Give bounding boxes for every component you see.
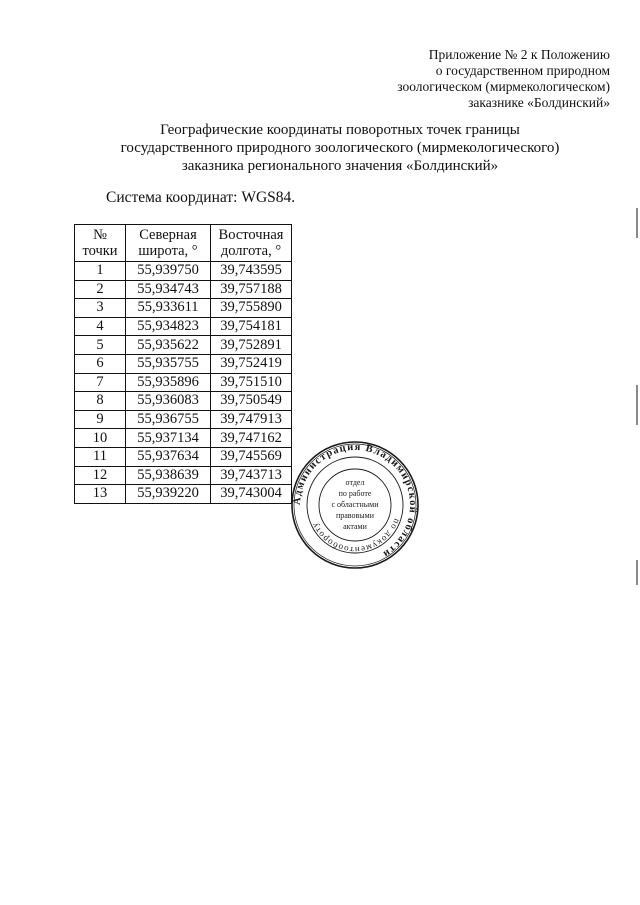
cell-point-number: 6 [75, 354, 126, 373]
cell-longitude: 39,743004 [211, 485, 292, 504]
table-row [75, 262, 292, 281]
table-row [75, 466, 292, 485]
stamp-middle-textpath: по документообороту [308, 517, 403, 556]
table-row [75, 299, 292, 318]
cell-latitude: 55,936755 [126, 410, 211, 429]
table-body [75, 262, 292, 504]
cell-latitude: 55,937634 [126, 447, 211, 466]
cell-point-number: 12 [75, 466, 126, 485]
cell-longitude: 39,751510 [211, 373, 292, 392]
cell-latitude: 55,939750 [126, 262, 211, 281]
cell-longitude: 39,745569 [211, 447, 292, 466]
table-row [75, 392, 292, 411]
cell-longitude: 39,757188 [211, 280, 292, 299]
stamp-center-line: по работе [338, 489, 372, 498]
header-latitude [126, 225, 211, 262]
header-line: долгота, ° [220, 243, 282, 259]
title-line: Географические координаты поворотных точек границы [160, 122, 520, 138]
title-line: заказника регионального значения «Болдинский» [181, 158, 499, 174]
cell-point-number: 2 [75, 280, 126, 299]
cell-longitude: 39,747913 [211, 410, 292, 429]
header-line: № [93, 227, 107, 243]
scan-margin-mark [636, 560, 638, 585]
document-title [60, 121, 620, 175]
title-line: государственного природного зоологического (мирмекологического) [120, 140, 560, 156]
cell-latitude: 55,936083 [126, 392, 211, 411]
coordinates-table [74, 224, 292, 504]
cell-longitude: 39,755890 [211, 299, 292, 318]
cell-latitude: 55,935755 [126, 354, 211, 373]
appendix-line: зоологическом (мирмекологическом) [397, 79, 610, 94]
cell-point-number: 10 [75, 429, 126, 448]
stamp-center-line: отдел [345, 478, 365, 487]
cell-point-number: 4 [75, 317, 126, 336]
scan-margin-mark [636, 385, 638, 425]
header-longitude [211, 225, 292, 262]
header-line: Восточная [218, 227, 284, 243]
cell-point-number: 11 [75, 447, 126, 466]
cell-latitude: 55,934743 [126, 280, 211, 299]
cell-latitude: 55,935896 [126, 373, 211, 392]
cell-latitude: 55,937134 [126, 429, 211, 448]
cell-point-number: 1 [75, 262, 126, 281]
cell-latitude: 55,933611 [126, 299, 211, 318]
scan-margin-mark [636, 208, 638, 238]
stamp-center-line: правовыми [335, 511, 375, 520]
table-row [75, 317, 292, 336]
table-row [75, 373, 292, 392]
cell-longitude: 39,752891 [211, 336, 292, 355]
header-line: Северная [139, 227, 197, 243]
cell-longitude: 39,743595 [211, 262, 292, 281]
table-row [75, 410, 292, 429]
appendix-line: заказнике «Болдинский» [468, 95, 610, 110]
table-row [75, 336, 292, 355]
appendix-line: Приложение № 2 к Положению [428, 47, 610, 62]
cell-longitude: 39,752419 [211, 354, 292, 373]
cell-longitude: 39,747162 [211, 429, 292, 448]
table-row [75, 447, 292, 466]
header-line: широта, ° [138, 243, 198, 259]
header-point-number [75, 225, 126, 262]
table-row [75, 485, 292, 504]
cell-point-number: 3 [75, 299, 126, 318]
cell-latitude: 55,935622 [126, 336, 211, 355]
stamp-center-text [331, 478, 379, 531]
cell-latitude: 55,934823 [126, 317, 211, 336]
cell-point-number: 8 [75, 392, 126, 411]
table-header-row [75, 225, 292, 262]
appendix-reference [310, 47, 610, 111]
appendix-line: о государственном природном [435, 63, 610, 78]
coordinate-system-label: Система координат: WGS84. [106, 189, 296, 206]
cell-longitude: 39,750549 [211, 392, 292, 411]
cell-point-number: 7 [75, 373, 126, 392]
table-row [75, 354, 292, 373]
official-stamp [290, 440, 420, 570]
cell-point-number: 5 [75, 336, 126, 355]
cell-latitude: 55,938639 [126, 466, 211, 485]
stamp-center-line: актами [343, 522, 367, 531]
table-row [75, 429, 292, 448]
stamp-center-line: с областными [331, 500, 379, 509]
cell-longitude: 39,754181 [211, 317, 292, 336]
cell-point-number: 13 [75, 485, 126, 504]
cell-point-number: 9 [75, 410, 126, 429]
header-line: точки [82, 243, 118, 259]
cell-latitude: 55,939220 [126, 485, 211, 504]
table-row [75, 280, 292, 299]
cell-longitude: 39,743713 [211, 466, 292, 485]
stamp-outer-textpath: Администрация Владимирской области [291, 441, 419, 560]
